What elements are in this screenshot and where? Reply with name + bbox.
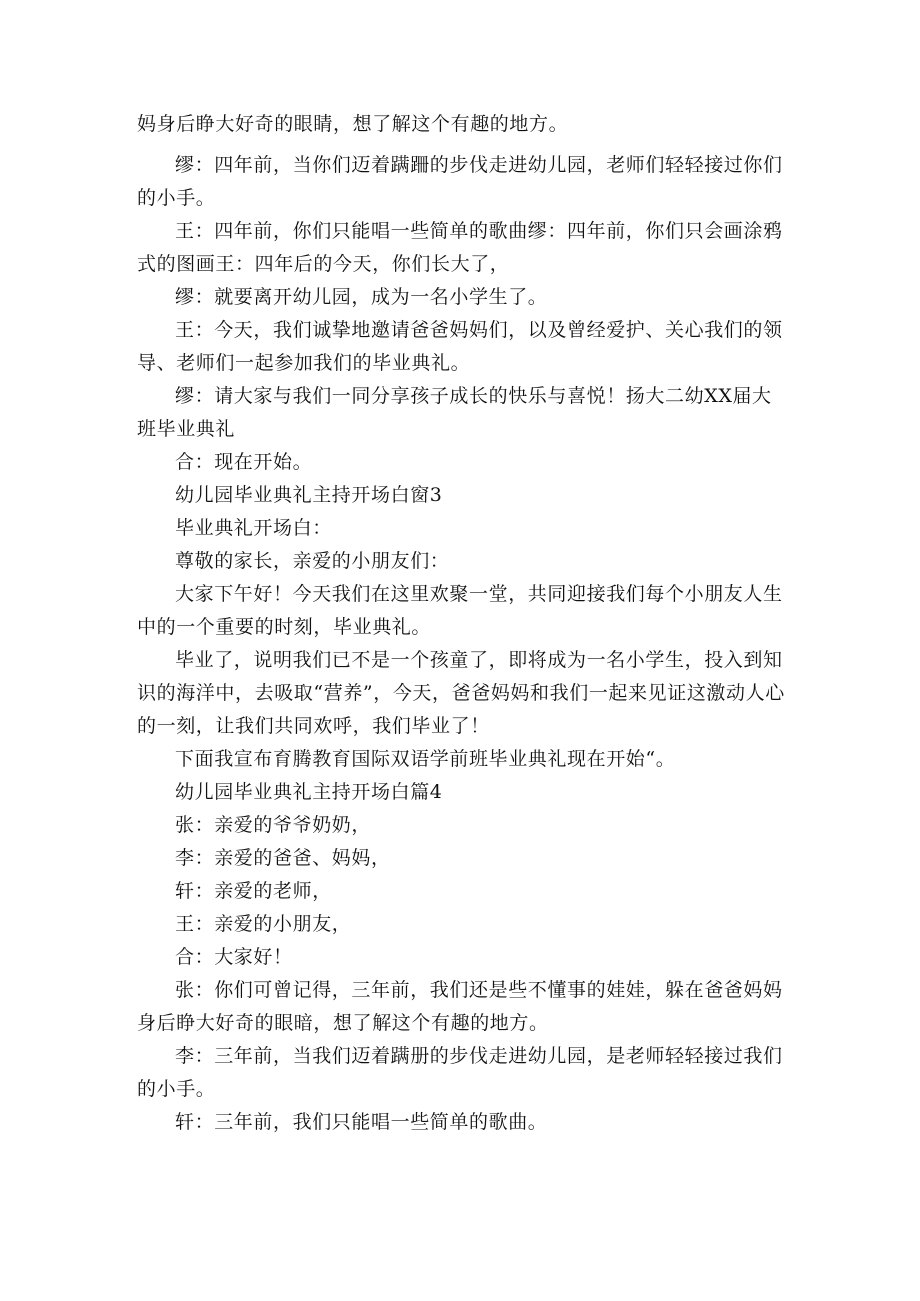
paragraph-zhang-1: 张：亲爱的爷爷奶奶， (175, 814, 372, 836)
paragraph-wang-2: 王：今天，我们诚挚地邀请爸爸妈妈们，以及曾经爱护、关心我们的领导、老师们一起参加我们的毕业典礼。 (137, 319, 783, 374)
paragraph-zhang-2: 张：你们可曾记得，三年前，我们还是些不懂事的娃娃，躲在爸爸妈妈身后睁大好奇的眼暗，想了解这个有趣的地方。 (137, 979, 783, 1034)
paragraph-miao-2: 缪：就要离开幼儿园，成为一名小学生了。 (175, 286, 548, 308)
paragraph-wang-3: 王：亲爱的小朋友， (175, 913, 352, 935)
paragraph-miao-3: 缪：请大家与我们一同分享孩子成长的快乐与喜悦！扬大二幼XX届大班毕业典礼 (137, 385, 772, 440)
paragraph-opening-label: 毕业典礼开场白： (175, 517, 332, 539)
paragraph-miao-1: 缪：四年前，当你们迈着蹒跚的步伐走进幼儿园，老师们轻轻接过你们的小手。 (137, 154, 783, 209)
section-heading-4: 幼儿园毕业典礼主持开场白篇4 (175, 781, 443, 803)
paragraph-li-1: 李：亲爱的爸爸、妈妈， (175, 847, 391, 869)
paragraph-graduation: 毕业了，说明我们已不是一个孩童了，即将成为一名小学生，投入到知识的海洋中，去吸取“营养”，今天，爸爸妈妈和我们一起来见证这激动人心的一刻，让我们共同欢呼，我们毕业了！ (137, 649, 785, 737)
paragraph-greeting: 大家下午好！今天我们在这里欢聚一堂，共同迎接我们每个小朋友人生中的一个重要的时刻，毕业典礼。 (137, 583, 783, 638)
paragraph-li-2: 李：三年前，当我们迈着蹒册的步伐走进幼儿园，是老师轻轻接过我们的小手。 (137, 1045, 783, 1100)
paragraph-continuation: 妈身后睁大好奇的眼睛，想了解这个有趣的地方。 (137, 113, 569, 135)
paragraph-wang-1: 王：四年前，你们只能唱一些简单的歌曲缪：四年前，你们只会画涂鸦式的图画王：四年后的今天，你们长大了， (137, 220, 783, 275)
document-body (137, 108, 787, 1139)
paragraph-together-1: 合：现在开始。 (175, 451, 313, 473)
paragraph-xuan-1: 轩：亲爱的老师， (175, 880, 332, 902)
paragraph-salutation: 尊敬的家长，亲爱的小朋友们： (175, 550, 450, 572)
paragraph-announcement: 下面我宣布育腾教育国际双语学前班毕业典礼现在开始“。 (175, 748, 676, 770)
paragraph-xuan-2: 轩：三年前，我们只能唱一些简单的歌曲。 (175, 1111, 548, 1133)
section-heading-3: 幼儿园毕业典礼主持开场白窗3 (175, 484, 443, 506)
paragraph-together-2: 合：大家好！ (175, 946, 293, 968)
